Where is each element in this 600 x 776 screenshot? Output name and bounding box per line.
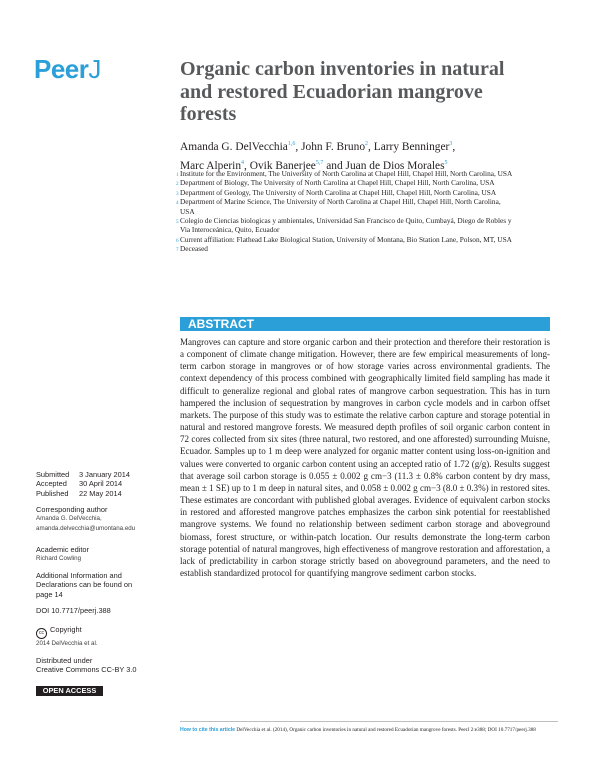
accepted-date: 30 April 2014 xyxy=(79,479,123,489)
author-name: Marc Alperin xyxy=(180,159,242,172)
abstract-heading: ABSTRACT xyxy=(180,317,550,331)
citation-text: DelVecchia et al. (2014), Organic carbon inventories in natural and restored Ecuadorian mangrove forests. PeerJ 2:e388; DOI 10.7717/peerj.388 xyxy=(236,727,536,733)
footer-divider xyxy=(180,721,558,722)
published-date: 22 May 2014 xyxy=(79,488,122,498)
journal-logo: PeerJ xyxy=(34,54,101,84)
article-dates xyxy=(36,470,174,498)
affiliation: 2 Department of Biology, The University of North Carolina at Chapel Hill, Chapel Hill, North Carolina, USA xyxy=(176,178,495,188)
published-label: Published xyxy=(36,488,69,498)
corresponding-author: Corresponding author Amanda G. DelVecchia, amanda.delvecchia@umontana.edu xyxy=(36,505,174,533)
doi-link[interactable]: DOI 10.7717/peerj.388 xyxy=(36,606,111,615)
abstract-body: Mangroves can capture and store organic carbon and their protection and therefore their restoration is a component of climate change mitigation. However, there are few empirical measurements of long-term carbon storage in mangroves or of how storage varies across environmental gradients. The context dependency of this process combined with geographically limited field sampling has made it difficult to generalize regional and global rates of mangrove carbon sequestration. This has in turn hampered the inclusion of sequestration by mangroves in carbon cycle models and in carbon offset markets. The purpose of this study was to estimate the relative carbon capture and storage potential in natural and restored mangrove forests. We measured depth profiles of soil organic carbon content in 72 cores collected from six sites (three natural, two restored, and one afforested) surrounding Muisne, Ecuador. Samples up to 1 m deep were analyzed for organic matter content using loss-on-ignition and values were converted to organic carbon content using an accepted ratio of 1.72 (g/g). Results suggest that average soil carbon storage is 0.055 ± 0.002 g cm−3 (11.3 ± 0.8% carbon content by dry mass, mean ± 1 SE) up to 1 m deep in natural sites, and 0.058 ± 0.002 g cm−3 (8.0 ± 0.3%) in restored sites. These estimates are concordant with published global averages. Evidence of equivalent carbon stocks in restored and afforested mangrove patches emphasizes the carbon sink potential for reestablished mangrove systems. We found no relationship between sediment carbon storage and aboveground biomass, forest structure, or within-patch location. Our results demonstrate the long-term carbon storage potential of natural mangroves, high effectiveness of mangrove restoration and afforestation, a lack of predictability in carbon storage strictly based on aboveground parameters, and the need to establish standardized protocol for quantifying mangrove sediment carbon stocks. xyxy=(180,337,550,578)
affiliation: 6 Current affiliation: Flathead Lake Biological Station, University of Montana, Bio Station Lane, Polson, MT, USA xyxy=(176,234,512,244)
additional-info-link[interactable]: Additional Information and Declarations can be found on page 14 xyxy=(36,571,133,599)
article-title: Organic carbon inventories in natural and restored Ecuadorian mangrove forests xyxy=(180,58,505,125)
license-link[interactable]: Creative Commons CC-BY 3.0 xyxy=(36,665,137,675)
affiliation: 3 Department of Geology, The University of North Carolina at Chapel Hill, Chapel Hill, North Carolina, USA xyxy=(176,187,497,197)
affiliation-list xyxy=(176,169,516,254)
license-block: Distributed under Creative Commons CC-BY 3.0 xyxy=(36,656,174,675)
submitted-label: Submitted xyxy=(36,470,70,479)
open-access-badge: OPEN ACCESS xyxy=(36,686,103,696)
affiliation: 4 Department of Marine Science, The University of North Carolina at Chapel Hill, Chapel Hill, North Carolina, USA xyxy=(176,197,501,216)
author-name: John F. Bruno xyxy=(301,141,366,153)
author-name: Juan de Dios Morales xyxy=(345,159,445,172)
academic-editor: Academic editor Richard Cowling xyxy=(36,545,89,563)
author-name: Larry Benninger xyxy=(373,141,450,153)
affiliation: 5 Colegio de Ciencias biologicas y ambientales, Universidad San Francisco de Quito, Cumbayá, Diego de Robles y Via Interoceánica, Quito, Ecuador xyxy=(176,216,512,235)
creative-commons-icon: cc xyxy=(36,628,47,639)
author-name: Amanda G. DelVecchia xyxy=(180,141,288,153)
copyright-block: cc Copyright 2014 DelVecchia et al. xyxy=(36,625,98,647)
author-list: Amanda G. DelVecchia$^{1,6}$, John F. Bruno$^2$, Larry Benninger$^3$, Marc Alperin$^4$, Ovik Banerjee$^{5,7}$ and Juan de Dios Morales$^5$ xyxy=(180,141,456,172)
accepted-label: Accepted xyxy=(36,479,67,489)
submitted-date: 3 January 2014 xyxy=(79,470,130,479)
citation-block xyxy=(180,727,558,734)
author-email-link[interactable]: amanda.delvecchia@umontana.edu xyxy=(36,524,136,532)
author-name: Ovik Banerjee xyxy=(249,159,316,172)
affiliation: 7 Deceased xyxy=(176,244,208,254)
affiliation: 1 Institute for the Environment, The University of North Carolina at Chapel Hill, Chapel Hill, North Carolina, USA xyxy=(176,169,513,178)
citation-label: How to cite this article xyxy=(180,727,236,733)
